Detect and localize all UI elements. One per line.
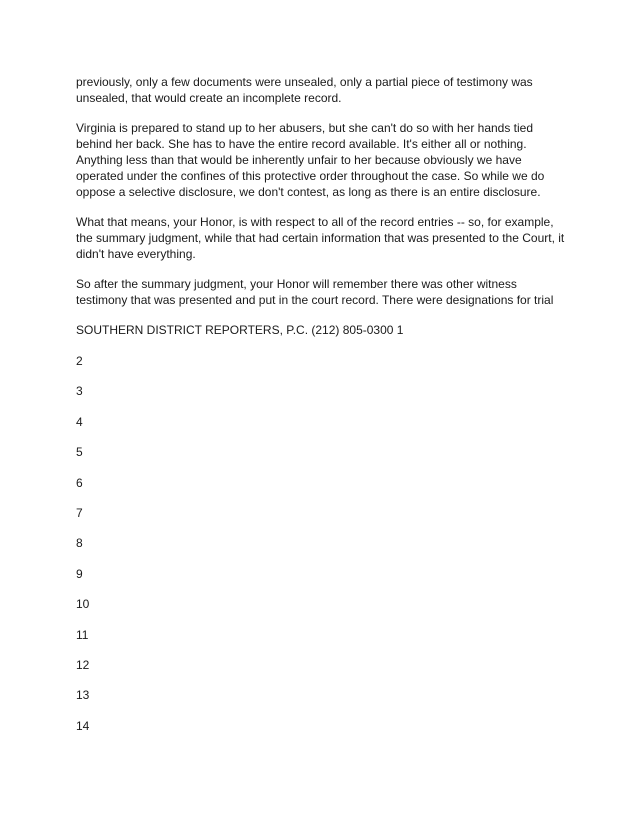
paragraph-2: Virginia is prepared to stand up to her abusers, but she can't do so with her hands tied behind her back. She has to have the entire record available. It's either all or nothing. Anything less than that would be inherently unfair to her because obviously we have operated under the confines of this protective order throughout the case. So while we do oppose a selective disclosure, we don't contest, as long as there is an entire disclosure. [76,121,545,199]
paragraph-1: previously, only a few documents were unsealed, only a partial piece of testimony was unsealed, that would create an incomplete record. [76,75,533,105]
line-number: 14 [76,718,90,733]
line-number: 4 [76,414,83,429]
line-number: 13 [76,688,90,703]
line-number: 9 [76,566,83,581]
paragraph-4: So after the summary judgment, your Honor will remember there was other witness testimony that was presented and put in the court record. There were designations for trial [76,277,554,307]
line-number: 2 [76,354,83,368]
line-number: 6 [76,475,83,490]
line-number-list [76,353,566,734]
line-number: 5 [76,445,83,460]
transcript-page [76,74,566,748]
line-number: 12 [76,657,90,672]
line-number: 8 [76,536,83,551]
reporter-footer: SOUTHERN DISTRICT REPORTERS, P.C. (212) 805-0300 1 [76,323,404,337]
paragraph-3: What that means, your Honor, is with respect to all of the record entries -- so, for example, the summary judgment, while that had certain information that was presented to the Court, it didn't have everything. [76,215,565,261]
line-number: 10 [76,597,90,612]
line-number: 3 [76,384,83,399]
line-number: 11 [76,627,89,642]
line-number: 7 [76,505,83,520]
